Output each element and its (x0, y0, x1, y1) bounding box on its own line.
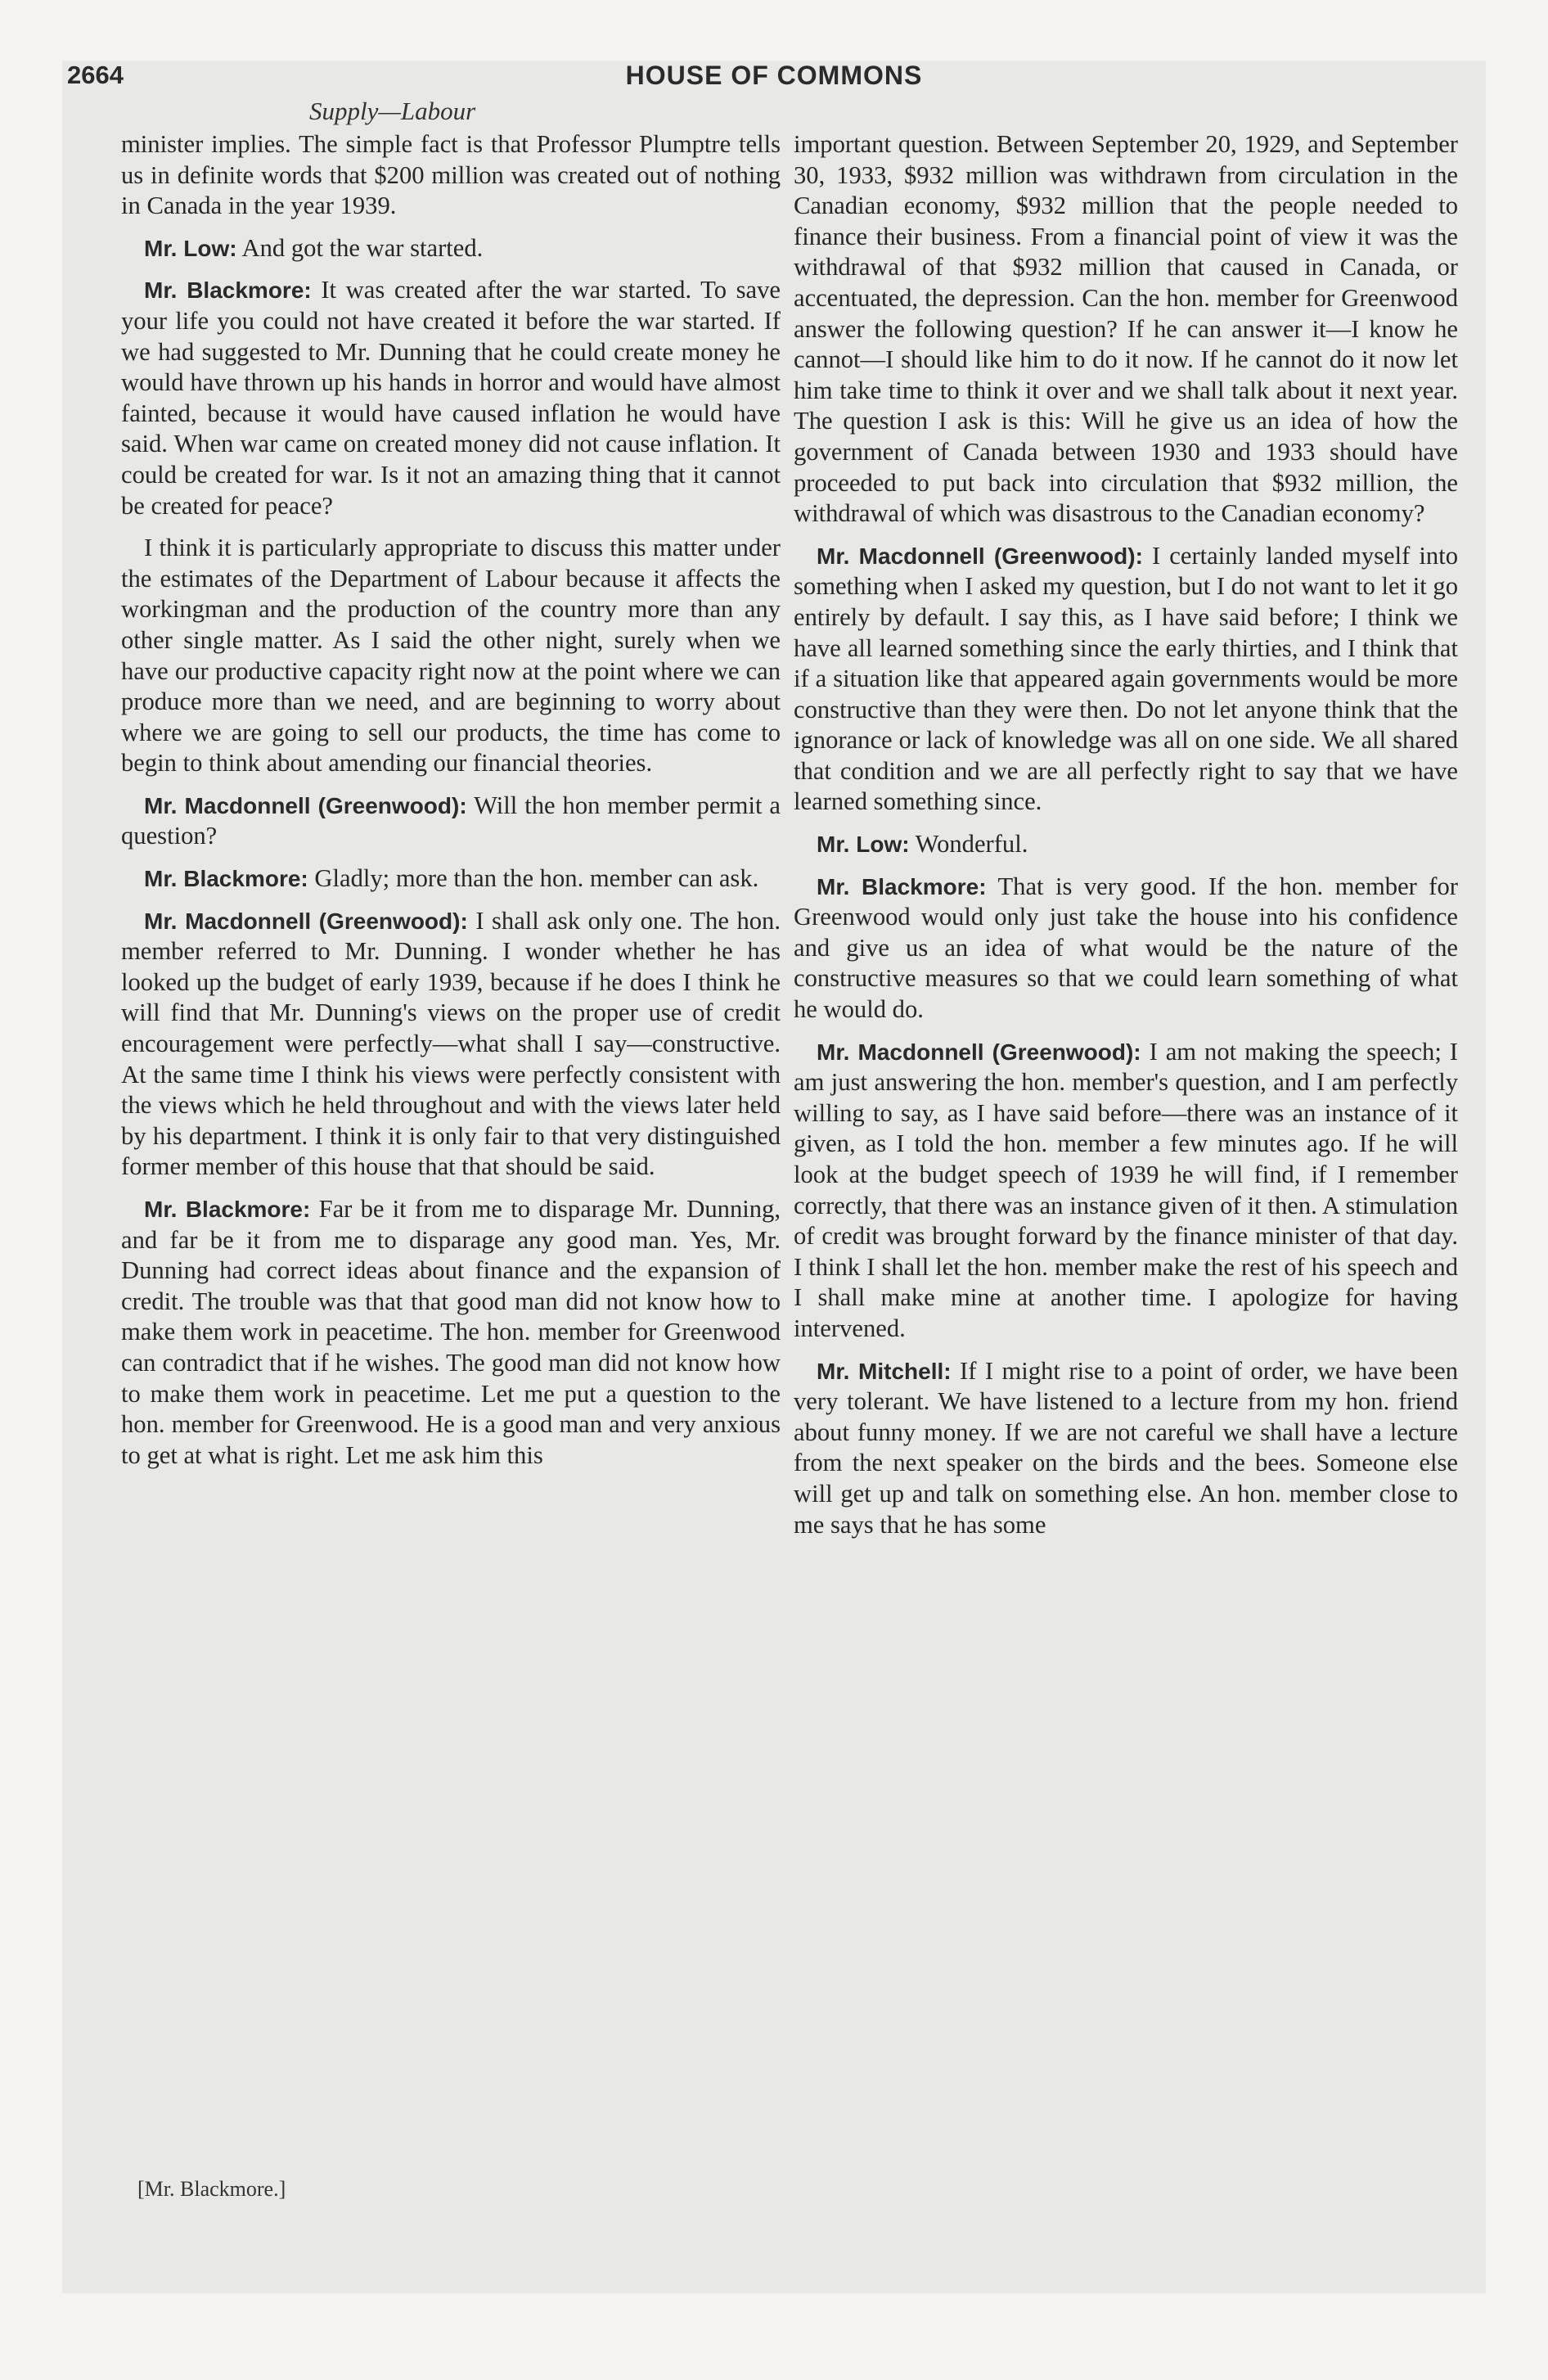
paragraph (121, 129, 781, 222)
paragraph-text: minister implies. The simple fact is that Professor Plumptre tells us in definite words that $200 million was created out of nothing in Canada in the year 1939. (121, 130, 781, 220)
paragraph-text: I certainly landed myself into something when I asked my question, but I do not want to let it go entirely by default. I say this, as I have said before; I think we have all learned something since the early thirties, and I think that if a situation like that appeared again governments would be more constructive than they were then. Do not let anyone think that the ignorance or lack of knowledge was all on one side. We all shared that condition and we are all perfectly right to say that we have learned something since. (794, 541, 1458, 816)
paragraph (121, 233, 781, 264)
speaker-name: Mr. Low: (144, 235, 237, 261)
paragraph (794, 872, 1458, 1025)
paragraph (121, 533, 781, 779)
paragraph (794, 541, 1458, 818)
speaker-name: Mr. Mitchell: (817, 1358, 952, 1384)
paragraph (121, 1194, 781, 1471)
paragraph-text: If I might rise to a point of order, we have been very tolerant. We have listened to a lecture from my hon. friend about funny money. If we are not careful we shall have a lecture from the next speaker on the birds and the bees. Someone else will get up and talk on something else. An hon. member close to me says that he has some (794, 1356, 1458, 1539)
speaker-name: Mr. Blackmore: (144, 1197, 311, 1222)
left-column (121, 129, 781, 1482)
paragraph (794, 129, 1458, 530)
paragraph (121, 906, 781, 1183)
speaker-name: Mr. Macdonnell (Greenwood): (144, 908, 468, 934)
right-column (794, 129, 1458, 1552)
paragraph-text: Gladly; more than the hon. member can ask. (314, 864, 759, 893)
paragraph-text: I shall ask only one. The hon. member referred to Mr. Dunning. I wonder whether he has looked up the budget of early 1939, because if he does I think he will find that Mr. Dunning's views on the proper use of credit encouragement were perfectly—what shall I say—constructive. At the same time I think his views were perfectly consistent with the views which he held throughout and with the views later held by his department. I think it is only fair to that very distinguished former member of this house that that should be said. (121, 906, 781, 1181)
paragraph (794, 1356, 1458, 1541)
speaker-name: Mr. Low: (817, 832, 910, 858)
speaker-name: Mr. Macdonnell (Greenwood): (144, 792, 467, 818)
page-number: 2664 (67, 61, 124, 89)
paragraph-text: And got the war started. (241, 233, 484, 262)
paragraph-text: I think it is particularly appropriate to discuss this matter under the estimates of the Department of Labour because it affects the workingman and the production of the country more than any other single matter. As I said the other night, surely when we have our productive capacity right now at the point where we can produce more than we need, and are beginning to worry about where we are going to sell our products, the time has come to begin to think about amending our financial theories. (121, 534, 781, 778)
page-title: HOUSE OF COMMONS (625, 61, 923, 90)
paragraph-text: That is very good. If the hon. member for Greenwood would only just take the house into his confidence and give us an idea of what would be the nature of the constructive measures so that we could learn something of what he would do. (794, 872, 1458, 1024)
paragraph-text: I am not making the speech; I am just answering the hon. member's question, and I am perfectly willing to say, as I have said before—there was an instance of it given, as I told the hon. member a few minutes ago. If he will look at the budget speech of 1939 he will find, if I remember correctly, that there was an instance given of it then. A stimulation of credit was brought forward by the finance minister of that day. I think I shall let the hon. member make the rest of his speech and I shall make mine at another time. I apologize for having intervened. (794, 1037, 1458, 1342)
page-footer: [Mr. Blackmore.] (137, 2177, 286, 2201)
speaker-name: Mr. Blackmore: (817, 873, 987, 899)
paragraph-text: important question. Between September 20, 1929, and September 30, 1933, $932 million was withdrawn from circulation in the Canadian economy, $932 million that the people needed to finance their business. From a financial point of view it was the withdrawal of that $932 million that caused in Canada, or accentuated, the depression. Can the hon. member for Greenwood answer the following question? If he can answer it—I know he cannot—I should like him to do it now. If he cannot do it now let him take time to think it over and we shall talk about it next year. The question I ask is this: Will he give us an idea of how the government of Canada between 1930 and 1933 should have proceeded to put back into circulation that $932 million, the withdrawal of which was disastrous to the Canadian economy? (794, 130, 1458, 528)
paragraph (121, 791, 781, 852)
paragraph (794, 1037, 1458, 1345)
paragraph-text: Wonderful. (915, 830, 1028, 859)
paragraph-text: Far be it from me to disparage Mr. Dunning, and far be it from me to disparage any good man. Yes, Mr. Dunning had correct ideas about finance and the expansion of credit. The trouble was that that good man did not know how to make them work in peacetime. The hon. member for Greenwood can contradict that if he wishes. The good man did not know how to make them work in peacetime. Let me put a question to the hon. member for Greenwood. He is a good man and very anxious to get at what is right. Let me ask him this (121, 1195, 781, 1469)
paragraph-text: It was created after the war started. To save your life you could not have created it before the war started. If we had suggested to Mr. Dunning that he could create money he would have thrown up his hands in horror and would have almost fainted, because it would have caused inflation he would have said. When war came on created money did not cause inflation. It could be created for war. Is it not an amazing thing that it cannot be created for peace? (121, 276, 781, 520)
paragraph-text: Will the hon member permit a question? (121, 791, 781, 850)
paragraph (794, 829, 1458, 860)
paragraph (121, 275, 781, 521)
speaker-name: Mr. Blackmore: (144, 866, 308, 892)
speaker-name: Mr. Blackmore: (144, 277, 312, 304)
paragraph (121, 863, 781, 895)
speaker-name: Mr. Macdonnell (Greenwood): (817, 1039, 1141, 1065)
speaker-name: Mr. Macdonnell (Greenwood): (817, 543, 1143, 569)
section-subtitle: Supply—Labour (309, 97, 476, 125)
